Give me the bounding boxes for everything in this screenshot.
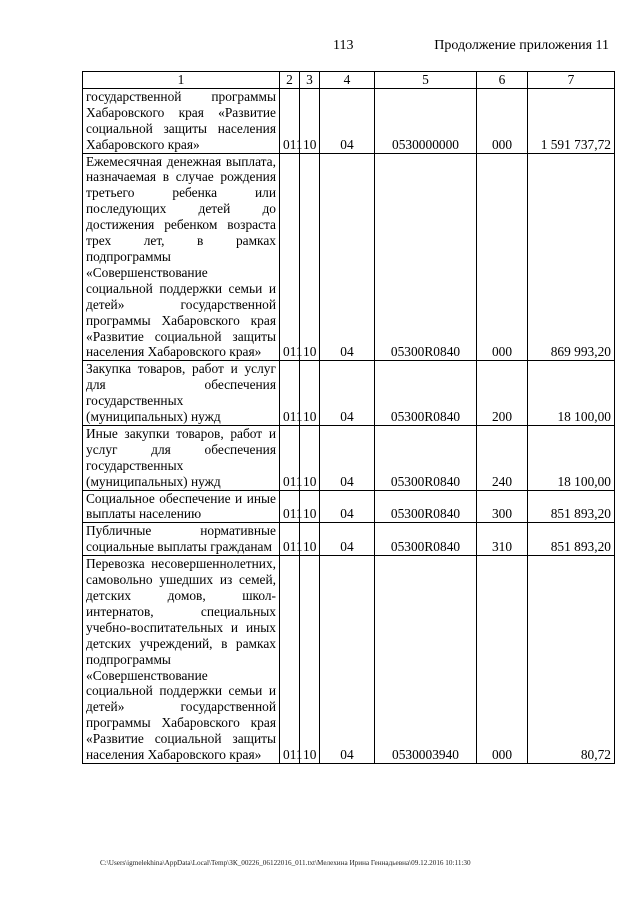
column-header: 3 <box>300 72 320 89</box>
item-name-line: Публичные нормативные <box>86 523 276 539</box>
item-name-line: края «Развитие социальной <box>86 715 276 747</box>
ministry-code-cell: 011 <box>280 425 300 490</box>
table-row <box>83 153 615 361</box>
item-name-cell <box>83 425 280 490</box>
target-article-cell: 05300R0840 <box>375 490 477 523</box>
column-header: 5 <box>375 72 477 89</box>
item-name-line: государственной программы <box>86 88 276 104</box>
target-article-cell: 05300R0840 <box>375 523 477 556</box>
item-name-cell <box>83 361 280 426</box>
item-name-line: Иные закупки товаров, работ <box>86 425 263 441</box>
target-article-cell: 05300R0840 <box>375 153 477 361</box>
expense-kind-cell: 000 <box>477 153 528 361</box>
expense-kind-cell: 310 <box>477 523 528 556</box>
item-name-cell <box>83 490 280 523</box>
item-name-line: семей, детских домов, школ- <box>86 572 276 603</box>
item-name-cell <box>83 88 280 153</box>
item-name-line: края» <box>167 136 200 152</box>
item-name-line: рамках подпрограммы <box>86 635 276 667</box>
item-name-line: Социальное обеспечение и <box>86 490 243 506</box>
item-name-line: Перевозка <box>86 556 145 572</box>
item-name-line: и детей» государственной <box>86 683 276 715</box>
item-name-line: детей до достижения <box>86 201 276 233</box>
section-code-cell: 10 <box>300 88 320 153</box>
table-row <box>83 556 615 764</box>
expense-kind-cell: 000 <box>477 556 528 764</box>
item-name-line: Закупка товаров, работ и <box>86 361 238 377</box>
target-article-cell: 05300R0840 <box>375 425 477 490</box>
item-name-line: учебно-воспитательных и <box>86 619 239 635</box>
item-name-line: и детей» государственной <box>86 280 276 312</box>
expense-kind-cell: 200 <box>477 361 528 426</box>
target-article-cell: 0530000000 <box>375 88 477 153</box>
expense-kind-cell: 000 <box>477 88 528 153</box>
subsection-code-cell: 04 <box>320 88 375 153</box>
subsection-code-cell: 04 <box>320 425 375 490</box>
table-row <box>83 490 615 523</box>
item-name-line: «Совершенствование <box>86 667 208 683</box>
item-name-line: услуг для обеспечения <box>86 361 276 393</box>
item-name-line: гражданам <box>210 539 272 555</box>
file-path-footer: C:\Users\igmelekhina\AppData\Local\Temp\ЗК_00226_06122016_011.txt\Мелехина Ирина Геннадьевна\09.12.2016 10:11:30 <box>100 859 471 867</box>
section-code-cell: 10 <box>300 425 320 490</box>
target-article-cell: 0530003940 <box>375 556 477 764</box>
ministry-code-cell: 011 <box>280 523 300 556</box>
budget-table <box>82 71 615 764</box>
item-name-line: Хабаровского края «Развитие <box>86 104 276 120</box>
item-name-line: населения Хабаровского <box>86 120 276 152</box>
item-name-line: иные выплаты населению <box>86 490 276 522</box>
item-name-line: иных детских учреждений, в <box>86 619 276 651</box>
table-row <box>83 425 615 490</box>
ministry-code-cell: 011 <box>280 556 300 764</box>
column-header: 1 <box>83 72 280 89</box>
item-name-line: социальной поддержки семьи <box>86 280 263 296</box>
section-code-cell: 10 <box>300 490 320 523</box>
subsection-code-cell: 04 <box>320 523 375 556</box>
item-name-line: социальной поддержки семьи <box>86 683 263 699</box>
section-code-cell: 10 <box>300 556 320 764</box>
item-name-line: государственных <box>86 393 184 409</box>
item-name-line: (муниципальных) нужд <box>86 473 221 489</box>
item-name-line: «Совершенствование <box>86 264 208 280</box>
item-name-line: программы Хабаровского <box>86 715 240 731</box>
expense-kind-cell: 240 <box>477 425 528 490</box>
item-name-line: несовершеннолетних, <box>151 556 276 572</box>
item-name-line: защиты населения <box>86 731 276 763</box>
table-row <box>83 523 615 556</box>
item-name-line: программы Хабаровского <box>86 312 240 328</box>
item-name-cell <box>83 523 280 556</box>
item-name-line: социальной защиты <box>86 120 208 136</box>
table-row <box>83 88 615 153</box>
item-name-line: края «Развитие социальной <box>86 312 276 344</box>
item-name-cell <box>83 556 280 764</box>
subsection-code-cell: 04 <box>320 153 375 361</box>
column-header: 2 <box>280 72 300 89</box>
amount-cell: 851 893,20 <box>528 490 615 523</box>
ministry-code-cell: 011 <box>280 153 300 361</box>
item-name-line: Хабаровского края» <box>147 344 262 360</box>
amount-cell: 80,72 <box>528 556 615 764</box>
amount-cell: 18 100,00 <box>528 425 615 490</box>
item-name-line: рамках подпрограммы <box>86 233 276 264</box>
section-code-cell: 10 <box>300 153 320 361</box>
item-name-line: ребенком возраста трех лет, в <box>86 217 276 249</box>
column-header: 6 <box>477 72 528 89</box>
item-name-cell <box>83 153 280 361</box>
amount-cell: 1 591 737,72 <box>528 88 615 153</box>
section-code-cell: 10 <box>300 361 320 426</box>
column-header: 4 <box>320 72 375 89</box>
item-name-line: самовольно ушедших из <box>86 572 233 588</box>
ministry-code-cell: 011 <box>280 88 300 153</box>
ministry-code-cell: 011 <box>280 490 300 523</box>
table-body <box>83 72 615 764</box>
table-header-row <box>83 72 615 89</box>
item-name-line: государственных <box>86 457 184 473</box>
item-name-line: социальные выплаты <box>86 539 207 555</box>
ministry-code-cell: 011 <box>280 361 300 426</box>
page-number: 113 <box>333 38 354 53</box>
table-row <box>83 361 615 426</box>
expense-kind-cell: 300 <box>477 490 528 523</box>
subsection-code-cell: 04 <box>320 556 375 764</box>
target-article-cell: 05300R0840 <box>375 361 477 426</box>
amount-cell: 18 100,00 <box>528 361 615 426</box>
item-name-line: Ежемесячная денежная <box>86 153 222 169</box>
amount-cell: 869 993,20 <box>528 153 615 361</box>
item-name-line: интернатов, специальных <box>86 603 276 619</box>
column-header: 7 <box>528 72 615 89</box>
item-name-line: выплата, назначаемая в <box>86 153 276 185</box>
subsection-code-cell: 04 <box>320 490 375 523</box>
item-name-line: Хабаровского края» <box>147 747 262 763</box>
item-name-line: и услуг для обеспечения <box>86 425 276 457</box>
appendix-continuation-note: Продолжение приложения 11 <box>434 38 609 53</box>
subsection-code-cell: 04 <box>320 361 375 426</box>
amount-cell: 851 893,20 <box>528 523 615 556</box>
section-code-cell: 10 <box>300 523 320 556</box>
item-name-line: защиты населения <box>86 328 276 360</box>
item-name-line: (муниципальных) нужд <box>86 409 221 425</box>
item-name-line: ребенка или последующих <box>86 185 276 217</box>
item-name-line: случае рождения третьего <box>86 169 276 201</box>
